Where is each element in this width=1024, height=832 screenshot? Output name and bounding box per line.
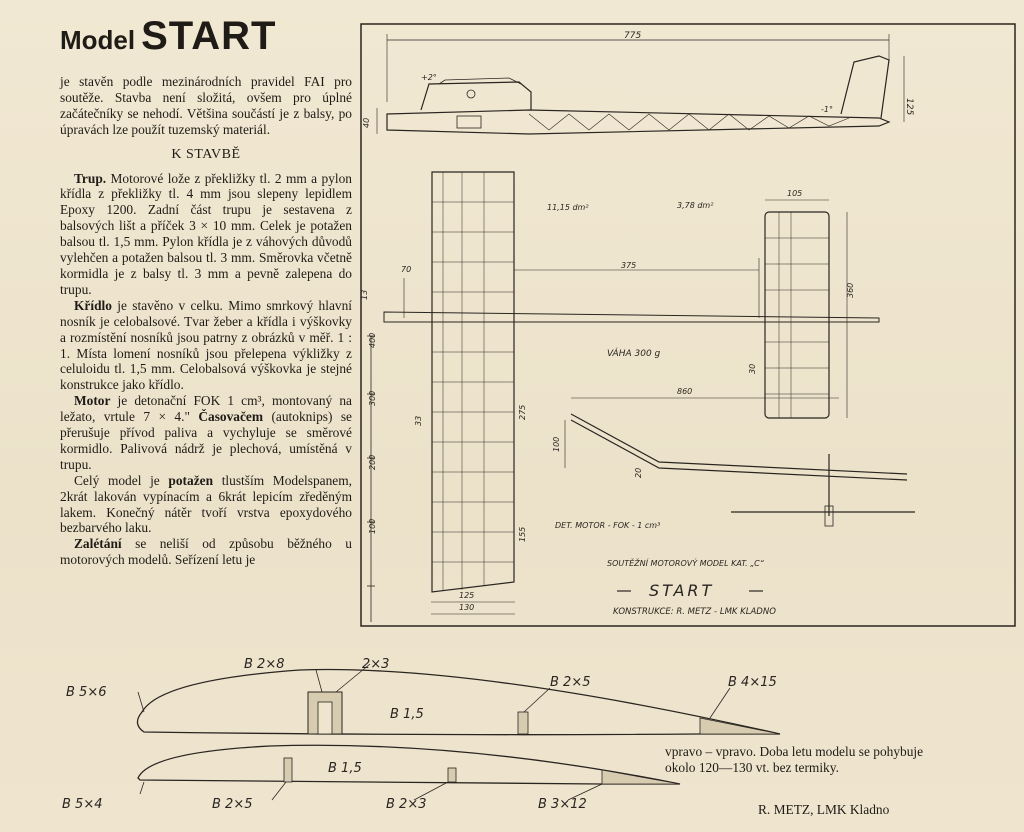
rib-label: B 5×4 <box>62 797 103 812</box>
paragraph-potah <box>60 473 352 537</box>
designer-label: KONSTRUKCE: R. METZ - LMK KLADNO <box>613 607 776 617</box>
paragraph-text: se neliší od způsobu běžného u motorových modelů. Seřízení letu je <box>60 536 352 568</box>
scale-tick-100: 100 <box>368 518 377 534</box>
rib-label: B 2×8 <box>244 657 285 672</box>
plan-name: START <box>649 581 715 600</box>
lead-term: Motor <box>74 393 111 409</box>
class-label: SOUTĚŽNÍ MOTOROVÝ MODEL KAT. „C“ <box>607 559 764 568</box>
model-plan-drawing <box>359 22 1017 628</box>
plan-frame <box>361 24 1015 626</box>
lead-term: Časovačem <box>198 409 264 425</box>
angle-wing: +2° <box>421 73 437 82</box>
author-signature: R. METZ, LMK Kladno <box>758 802 890 817</box>
section-heading: K STAVBĚ <box>171 146 241 162</box>
dim-30: 30 <box>748 363 757 374</box>
dim-130: 130 <box>459 603 475 612</box>
scale-tick-200: 200 <box>368 454 377 470</box>
weight: VÁHA 300 g <box>607 349 661 359</box>
dim-155: 155 <box>518 526 527 542</box>
dim-13: 13 <box>360 289 369 300</box>
wing-area: 11,15 dm² <box>547 203 589 212</box>
lower-rib <box>138 745 680 784</box>
rib-label: B 3×12 <box>538 797 587 812</box>
rib-profiles <box>40 640 800 830</box>
dim-860: 860 <box>677 387 693 396</box>
intro-paragraph: je stavěn podle mezinárodních pravidel FAI pro soutěže. Stavba není složitá, ovšem pro úplné začátečníky se nehodí. Většina součástí je z balsy, po úpravách lze použít tuzemský materiál. <box>60 74 352 137</box>
rib-label: B 4×15 <box>728 675 777 690</box>
front-view-dihedral <box>565 398 915 526</box>
scale-bar <box>367 336 375 622</box>
rib-label: B 1,5 <box>390 707 424 722</box>
title-start: START <box>141 14 277 58</box>
dim-33: 33 <box>414 415 423 426</box>
rib-label: B 1,5 <box>328 761 362 776</box>
wing-plan-view <box>431 172 515 614</box>
dim-nose: 40 <box>362 117 371 128</box>
paragraph-text: je detonační FOK 1 cm³, montovaný na ležato, vrtule 7 × 4." <box>60 393 352 425</box>
dim-275: 275 <box>518 404 527 420</box>
paragraph-pre: Celý model je <box>74 472 169 488</box>
stab-chord: 105 <box>787 189 803 198</box>
paragraph-text: tlustším Modelspanem, 2krát lakován vypínacím a 6krát lepicím zředěným lakem. Konečný nátěr tvoří vrstva epoxydového bezbarvého laku. <box>60 472 352 536</box>
article-title <box>60 14 350 60</box>
scale-tick-400: 400 <box>368 332 377 348</box>
dim-375: 375 <box>621 261 637 270</box>
rib-label: B 2×3 <box>386 797 427 812</box>
stab-span: 360 <box>846 282 855 298</box>
paragraph-trup <box>60 171 352 298</box>
lead-term: Křídlo <box>74 297 112 313</box>
dim-fin-height: 125 <box>904 98 914 116</box>
side-view <box>377 34 904 134</box>
paragraph-text: je stavěno v celku. Mimo smrkový hlavní nosník je celobalsové. Tvar žeber a křídla i výškovky a rozmístění nosníků jsou patrny z obrázků v měř. 1 : 1. Místa lomení nosníků jsou přelepena výkližky z celuloidu tl. 1,5 mm. Celobalsová výškovka je stejné konstrukce jako křídlo. <box>60 297 352 393</box>
paragraph-motor <box>60 393 352 473</box>
angle-tail: -1° <box>821 105 833 114</box>
rib-label: 2×3 <box>362 657 390 672</box>
dim-length: 775 <box>624 31 642 41</box>
engine-label: DET. MOTOR - FOK - 1 cm³ <box>555 521 661 530</box>
rib-label: B 2×5 <box>550 675 591 690</box>
lead-term: potažen <box>168 472 214 488</box>
rib-label: B 2×5 <box>212 797 253 812</box>
tail-area: 3,78 dm² <box>677 201 714 210</box>
upper-rib <box>137 670 780 735</box>
lead-term: Trup. <box>74 170 107 186</box>
continuation-text: vpravo – vpravo. Doba letu modelu se pohybuje okolo 120—130 vt. bez termiky. <box>665 744 924 775</box>
paragraph-text: Motorové lože z překližky tl. 2 mm a pylon křídla z překližky tl. 4 mm jsou slepeny lepidlem Epoxy 1200. Zadní část trupu je sestavena z balsových lišt a příček 3 × 10 mm. Celek je potažen balsou tl. 1,5 mm. Pylon křídla je z váhových důvodů vylehčen a potažen balsou tl. 3 mm. Směrovka včetně kormidla je z balsy tl. 3 mm a pevně zalepena do trupu. <box>60 170 352 297</box>
paragraph-zaletani <box>60 536 352 568</box>
paragraph-text: (autoknips) se přerušuje přívod paliva a vychyluje se směrové kormidlo. Palivová nádrž je plechová, umístěná v trupu. <box>60 409 352 472</box>
paragraph-kridlo <box>60 298 352 393</box>
article-column <box>60 74 352 568</box>
lead-term: Zalétání <box>74 536 122 552</box>
dim-100: 100 <box>552 436 561 452</box>
dim-125: 125 <box>459 591 475 600</box>
dim-20: 20 <box>634 467 643 478</box>
stabilizer-plan-view <box>765 200 847 418</box>
scale-tick-300: 300 <box>368 390 377 406</box>
dim-70: 70 <box>401 265 412 274</box>
rib-label: B 5×6 <box>66 685 107 700</box>
title-model: Model <box>60 25 136 55</box>
